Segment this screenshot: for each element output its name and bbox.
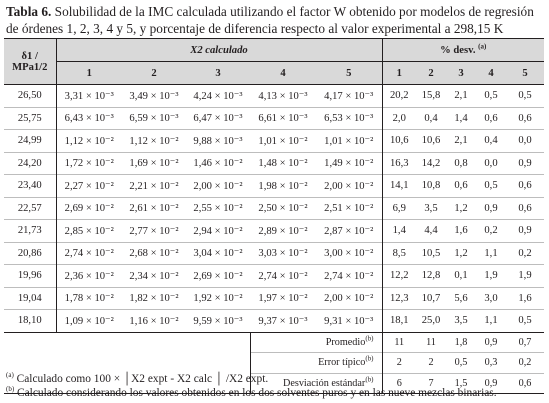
x2-cell: 9,88 × 10⁻³ [186, 130, 250, 153]
table-caption [6, 3, 546, 37]
x2-cell: 1,01 × 10⁻² [250, 130, 316, 153]
x2-cell: 2,74 × 10⁻² [56, 242, 122, 265]
table-row [4, 287, 544, 310]
desv-cell: 2,1 [446, 130, 476, 153]
x2-cell: 9,37 × 10⁻³ [250, 310, 316, 333]
table-row [4, 220, 544, 243]
x2-cell: 1,98 × 10⁻² [250, 175, 316, 198]
summary-value: 11 [394, 336, 405, 348]
desv-cell: 0,9 [506, 220, 544, 243]
desv-cell: 0,6 [446, 175, 476, 198]
desv-cell: 5,6 [446, 287, 476, 310]
x2-col-header: 5 [316, 62, 382, 85]
desv-cell: 0,5 [476, 175, 506, 198]
desv-cell: 0,9 [506, 152, 544, 175]
delta-cell: 24,20 [4, 152, 56, 175]
x2-cell: 6,43 × 10⁻³ [56, 107, 122, 130]
desv-cell: 10,7 [416, 287, 446, 310]
table-row [4, 130, 544, 153]
summary-value: 0,5 [446, 353, 476, 374]
summary-value: 1,5 [446, 373, 476, 394]
desv-col-header: 4 [476, 62, 506, 85]
x2-cell: 1,72 × 10⁻² [56, 152, 122, 175]
x2-cell: 6,59 × 10⁻³ [122, 107, 186, 130]
x2-cell: 2,74 × 10⁻² [316, 265, 382, 288]
delta-cell: 24,99 [4, 130, 56, 153]
desv-cell: 14,2 [416, 152, 446, 175]
desv-cell: 0,6 [506, 107, 544, 130]
x2-cell: 2,36 × 10⁻² [56, 265, 122, 288]
table-row [4, 85, 544, 108]
x2-cell: 3,03 × 10⁻² [250, 242, 316, 265]
table-notes [6, 372, 546, 400]
x2-cell: 3,04 × 10⁻² [186, 242, 250, 265]
desv-cell: 0,8 [446, 152, 476, 175]
desv-cell: 25,0 [416, 310, 446, 333]
summary-value: 7 [416, 373, 446, 394]
desv-group-header: % desv. $^{(a)}$ [382, 39, 544, 62]
summary-value: 0,3 [476, 353, 506, 374]
desv-cell: 15,8 [421, 90, 441, 102]
x2-cell: 1,92 × 10⁻² [186, 287, 250, 310]
desv-cell: 10,6 [382, 130, 416, 153]
desv-cell: 1,9 [506, 265, 544, 288]
x2-cell: 1,48 × 10⁻² [250, 152, 316, 175]
summary-value: 0,7 [518, 336, 532, 348]
x2-cell: 1,46 × 10⁻² [186, 152, 250, 175]
desv-cell: 0,5 [484, 90, 498, 102]
table-row [4, 107, 544, 130]
desv-cell: 1,4 [382, 220, 416, 243]
x2-cell: 1,12 × 10⁻² [56, 130, 122, 153]
desv-cell: 0,2 [476, 220, 506, 243]
x2-cell: 6,61 × 10⁻³ [250, 107, 316, 130]
x2-group-header: X2 calculado [56, 39, 382, 62]
header-row-groups [4, 39, 544, 62]
delta-cell: 26,50 [4, 85, 56, 108]
summary-label: Promedio$^{(b)}$ [250, 332, 382, 353]
desv-cell: 0,4 [476, 130, 506, 153]
summary-value: 0,6 [506, 373, 544, 394]
x2-cell: 2,69 × 10⁻² [56, 197, 122, 220]
desv-cell: 0,2 [506, 242, 544, 265]
desv-cell: 10,8 [416, 175, 446, 198]
caption-label: Tabla 6. [6, 4, 52, 19]
x2-cell: 1,01 × 10⁻² [316, 130, 382, 153]
desv-col-header: 2 [416, 62, 446, 85]
table-row [4, 197, 544, 220]
x2-cell: 4,24 × 10⁻³ [193, 90, 243, 102]
desv-cell: 10,5 [416, 242, 446, 265]
x2-cell: 2,00 × 10⁻² [186, 175, 250, 198]
x2-cell: 2,68 × 10⁻² [122, 242, 186, 265]
x2-cell: 4,13 × 10⁻³ [258, 90, 308, 102]
x2-cell: 2,74 × 10⁻² [250, 265, 316, 288]
x2-cell: 2,27 × 10⁻² [56, 175, 122, 198]
desv-cell: 1,6 [446, 220, 476, 243]
desv-cell: 0,0 [476, 152, 506, 175]
summary-row [4, 332, 544, 353]
x2-cell: 2,89 × 10⁻² [250, 220, 316, 243]
x2-col-header: 4 [250, 62, 316, 85]
x2-cell: 6,47 × 10⁻³ [186, 107, 250, 130]
x2-cell: 1,69 × 10⁻² [122, 152, 186, 175]
desv-cell: 3,5 [416, 197, 446, 220]
desv-cell: 10,6 [416, 130, 446, 153]
desv-cell: 0,5 [518, 90, 532, 102]
desv-cell: 20,2 [389, 90, 409, 102]
x2-cell: 2,50 × 10⁻² [250, 197, 316, 220]
desv-col-header: 5 [506, 62, 544, 85]
delta-cell: 18,10 [4, 310, 56, 333]
x2-cell: 2,69 × 10⁻² [186, 265, 250, 288]
delta-cell: 19,96 [4, 265, 56, 288]
desv-col-header: 3 [446, 62, 476, 85]
summary-value: 2 [382, 353, 416, 374]
delta-cell: 21,73 [4, 220, 56, 243]
desv-cell: 1,2 [446, 197, 476, 220]
delta-cell: 20,86 [4, 242, 56, 265]
desv-cell: 2,1 [454, 90, 468, 102]
x2-cell: 2,51 × 10⁻² [316, 197, 382, 220]
desv-cell: 2,0 [382, 107, 416, 130]
desv-cell: 12,3 [382, 287, 416, 310]
delta-unit: MPa1/2 [12, 61, 48, 73]
x2-cell: 2,87 × 10⁻² [316, 220, 382, 243]
x2-cell: 2,85 × 10⁻² [56, 220, 122, 243]
desv-cell: 3,0 [476, 287, 506, 310]
desv-cell: 16,3 [382, 152, 416, 175]
summary-label: Error típico$^{(b)}$ [250, 353, 382, 374]
desv-cell: 1,4 [446, 107, 476, 130]
desv-cell: 3,5 [446, 310, 476, 333]
x2-cell: 9,59 × 10⁻³ [186, 310, 250, 333]
x2-col-header: 3 [186, 62, 250, 85]
table-row [4, 265, 544, 288]
summary-value: 6 [382, 373, 416, 394]
note-a: $^{(a)}$ Calculado como 100 × │X2 expt - X2 calc │ /X2 expt. [6, 371, 269, 385]
desv-cell: 1,1 [476, 242, 506, 265]
x2-cell: 3,49 × 10⁻³ [129, 90, 179, 102]
x2-cell: 6,53 × 10⁻³ [316, 107, 382, 130]
desv-cell: 12,2 [382, 265, 416, 288]
x2-cell: 1,16 × 10⁻² [122, 310, 186, 333]
caption-line2: de órdenes 1, 2, 3, 4 y 5, y porcentaje de diferencia respecto al valor experimental a 298,15 K [6, 21, 504, 36]
desv-cell: 14,1 [382, 175, 416, 198]
desv-cell: 18,1 [382, 310, 416, 333]
desv-cell: 0,6 [506, 175, 544, 198]
note-b: $^{(b)}$ Calculado considerando los valores obtenidos en los dos solventes puros y en las nueve mezclas binarias. [6, 385, 497, 399]
x2-cell: 2,61 × 10⁻² [122, 197, 186, 220]
desv-cell: 0,6 [476, 107, 506, 130]
x2-cell: 2,77 × 10⁻² [122, 220, 186, 243]
x2-cell: 1,49 × 10⁻² [316, 152, 382, 175]
table-row [4, 152, 544, 175]
desv-cell: 0,4 [416, 107, 446, 130]
desv-cell: 1,9 [476, 265, 506, 288]
summary-blank [4, 353, 250, 374]
x2-cell: 2,21 × 10⁻² [122, 175, 186, 198]
summary-value: 1,8 [454, 336, 468, 348]
summary-value: 0,9 [476, 373, 506, 394]
x2-cell: 2,55 × 10⁻² [186, 197, 250, 220]
header-row-columns [4, 62, 544, 85]
desv-cell: 0,9 [476, 197, 506, 220]
summary-value: 0,9 [484, 336, 498, 348]
desv-cell: 12,8 [416, 265, 446, 288]
delta-cell: 22,57 [4, 197, 56, 220]
x2-cell: 3,31 × 10⁻³ [64, 90, 114, 102]
summary-label: Desviación estándar$^{(b)}$ [250, 373, 382, 394]
delta-cell: 25,75 [4, 107, 56, 130]
table-body [4, 85, 544, 394]
desv-col-header: 1 [382, 62, 416, 85]
x2-cell: 1,12 × 10⁻² [122, 130, 186, 153]
summary-row [4, 353, 544, 374]
solubility-table [4, 38, 544, 394]
summary-value: 2 [416, 353, 446, 374]
table-row [4, 175, 544, 198]
summary-blank [4, 332, 250, 353]
delta-header [4, 39, 56, 85]
x2-cell: 2,00 × 10⁻² [316, 287, 382, 310]
desv-cell: 0,1 [446, 265, 476, 288]
table-row [4, 310, 544, 333]
x2-cell: 2,34 × 10⁻² [122, 265, 186, 288]
desv-cell: 0,6 [506, 197, 544, 220]
x2-cell: 3,00 × 10⁻² [316, 242, 382, 265]
summary-value: 11 [426, 336, 436, 348]
x2-cell: 1,09 × 10⁻² [56, 310, 122, 333]
caption-line1: Solubilidad de la IMC calculada utilizando el factor W obtenido por modelos de regresión [51, 4, 534, 19]
table-row [4, 242, 544, 265]
x2-col-header: 2 [122, 62, 186, 85]
x2-cell: 1,97 × 10⁻² [250, 287, 316, 310]
summary-value: 0,2 [506, 353, 544, 374]
desv-cell: 1,2 [446, 242, 476, 265]
desv-cell: 4,4 [416, 220, 446, 243]
x2-col-header: 1 [56, 62, 122, 85]
desv-cell: 1,1 [476, 310, 506, 333]
desv-cell: 0,5 [506, 310, 544, 333]
delta-label: δ1 / [21, 50, 38, 62]
x2-cell: 9,31 × 10⁻³ [316, 310, 382, 333]
desv-cell: 0,0 [506, 130, 544, 153]
desv-cell: 1,6 [506, 287, 544, 310]
delta-cell: 23,40 [4, 175, 56, 198]
x2-cell: 1,78 × 10⁻² [56, 287, 122, 310]
x2-cell: 2,00 × 10⁻² [316, 175, 382, 198]
delta-cell: 19,04 [4, 287, 56, 310]
desv-cell: 6,9 [382, 197, 416, 220]
x2-cell: 1,82 × 10⁻² [122, 287, 186, 310]
desv-cell: 8,5 [382, 242, 416, 265]
x2-cell: 4,17 × 10⁻³ [316, 85, 382, 108]
x2-cell: 2,94 × 10⁻² [186, 220, 250, 243]
